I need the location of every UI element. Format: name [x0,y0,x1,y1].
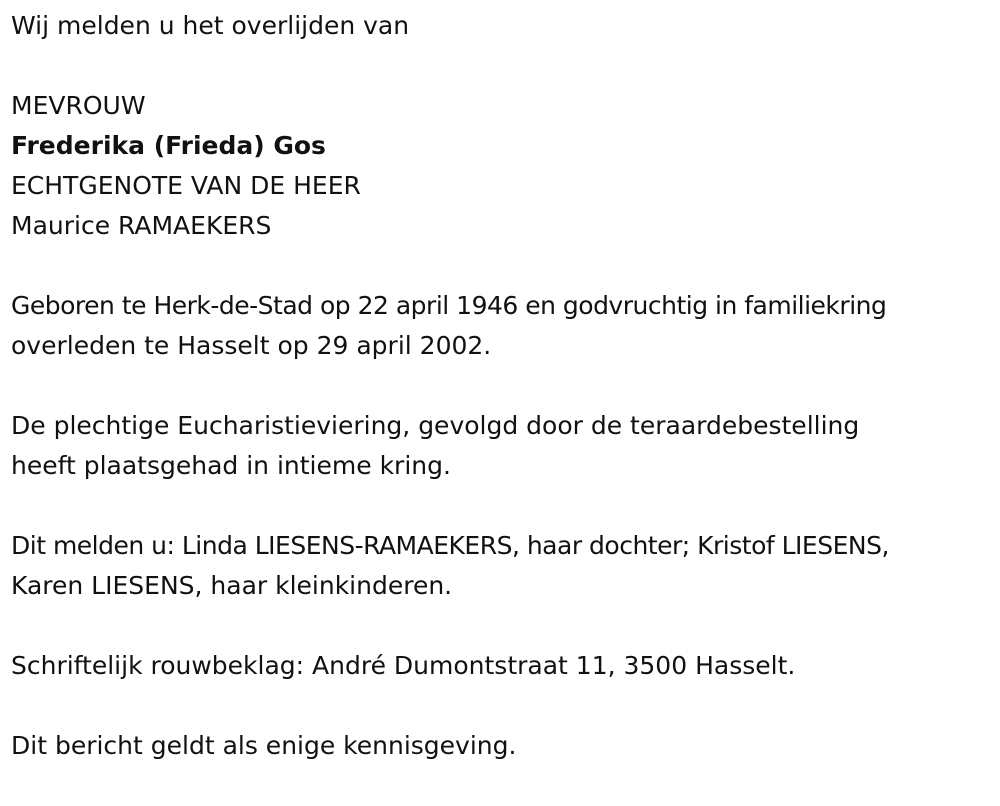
closing-text: Dit bericht geldt als enige kennisgeving. [11,731,517,760]
ceremony-line-2: heeft plaatsgehad in intieme kring. [11,451,451,480]
deceased-name: Frederika (Frieda) Gos [11,131,326,160]
birth-line-2: overleden te Hasselt op 29 april 2002. [11,331,492,360]
spacer [11,46,991,86]
spacer [11,366,991,406]
spacer [11,606,991,646]
birth-line-1: Geboren te Herk-de-Stad op 22 april 1946 en godvruchtig in familiekring [11,291,887,320]
title-text: MEVROUW [11,91,146,120]
spouse-label: ECHTGENOTE VAN DE HEER [11,171,361,200]
family-line-1: Dit melden u: Linda LIESENS-RAMAEKERS, haar dochter; Kristof LIESENS, [11,531,889,560]
ceremony-line-1: De plechtige Eucharistieviering, gevolgd door de teraardebestelling [11,411,860,440]
spacer [11,246,991,286]
death-notice [11,6,991,766]
condolences-address: Schriftelijk rouwbeklag: André Dumontstraat 11, 3500 Hasselt. [11,651,796,680]
spacer [11,486,991,526]
family-line-2: Karen LIESENS, haar kleinkinderen. [11,571,453,600]
intro-text: Wij melden u het overlijden van [11,11,410,40]
spouse-name: Maurice RAMAEKERS [11,211,272,240]
spacer [11,686,991,726]
